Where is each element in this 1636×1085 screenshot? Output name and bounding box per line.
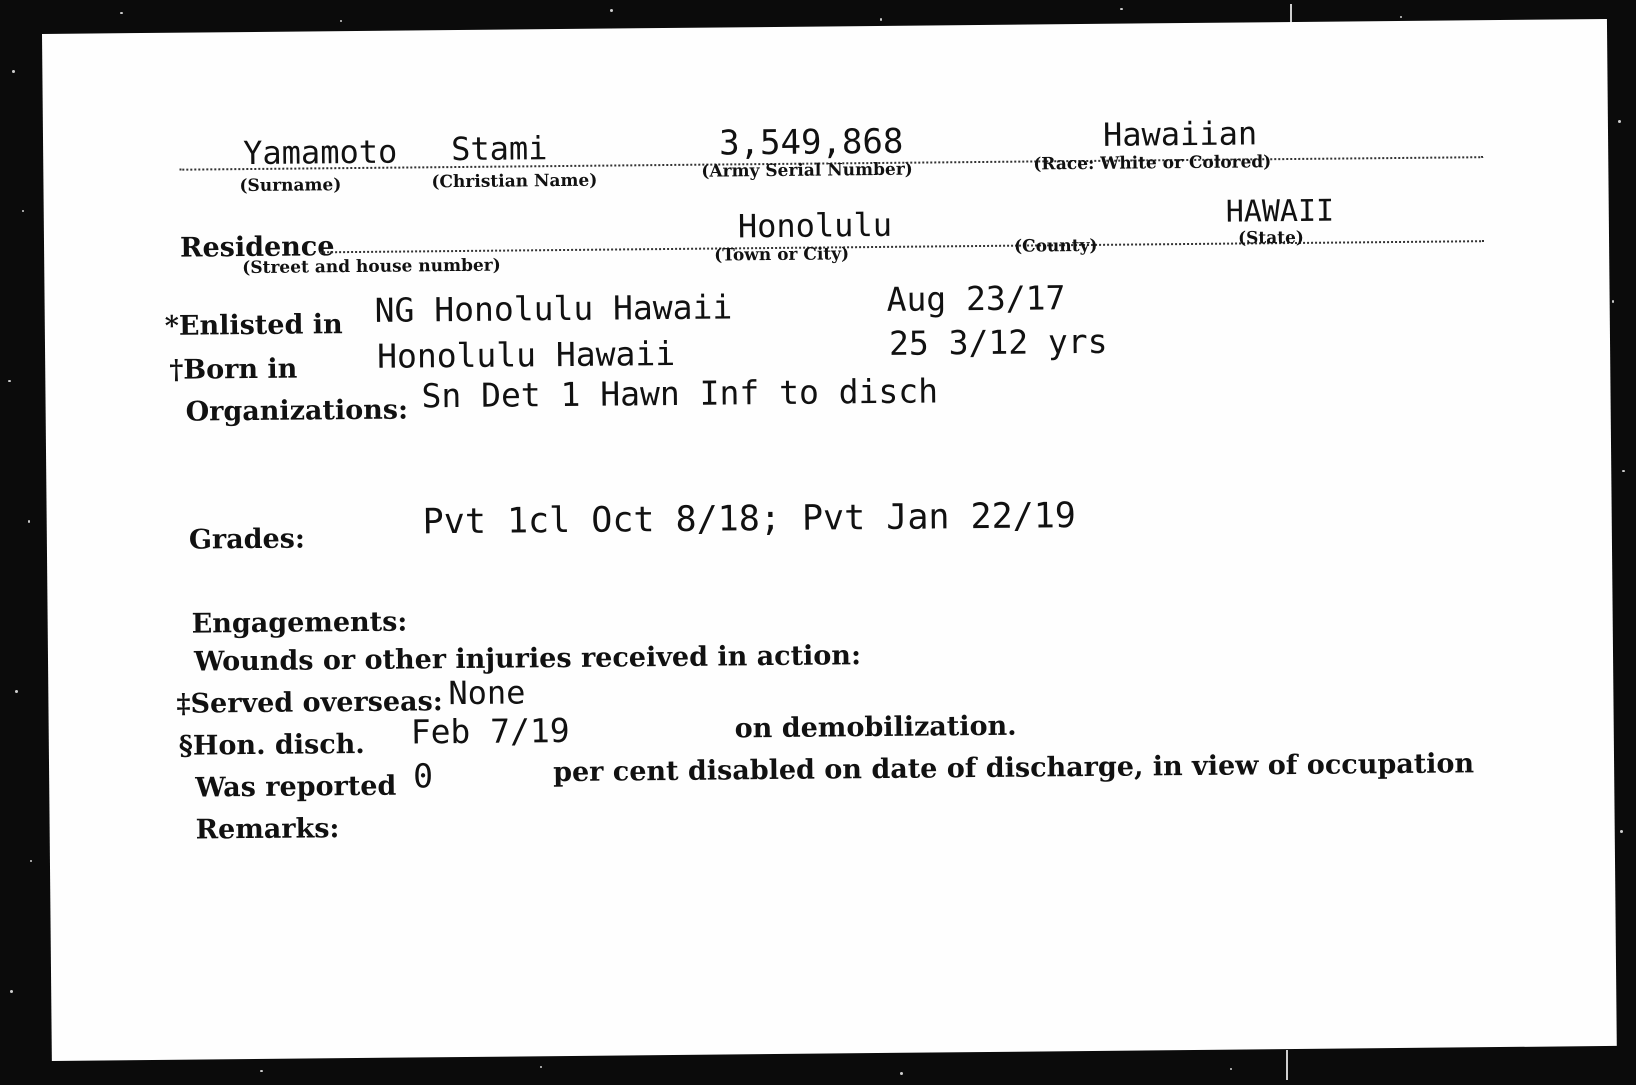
state-caption: (State) — [1237, 227, 1305, 249]
scan-speck — [340, 20, 342, 22]
scan-speck — [540, 1066, 542, 1068]
race-value: Hawaiian — [1102, 114, 1258, 154]
scan-speck — [8, 380, 11, 382]
scan-speck — [28, 520, 30, 523]
race-caption: (Race: White or Colored) — [1033, 152, 1272, 175]
scan-speck — [1400, 16, 1402, 18]
county-caption: (County) — [1013, 235, 1098, 257]
scan-speck — [15, 690, 18, 693]
organizations-label: Organizations: — [185, 394, 409, 428]
scan-speck — [1612, 300, 1614, 303]
army-serial-number-value: 3,549,868 — [718, 121, 904, 164]
discharge-reason: on demobilization. — [734, 710, 1017, 745]
engagements-label: Engagements: — [191, 606, 408, 640]
scan-speck — [1286, 1050, 1288, 1080]
scan-speck — [1622, 470, 1625, 472]
grades-value: Pvt 1cl Oct 8/18; Pvt Jan 22/19 — [422, 496, 1077, 543]
organizations-value: Sn Det 1 Hawn Inf to disch — [421, 371, 939, 416]
enlisted-date-value: Aug 23/17 — [886, 278, 1066, 319]
scan-speck — [30, 860, 32, 862]
scan-speck — [1620, 830, 1623, 833]
street-caption: (Street and house number) — [242, 255, 501, 279]
served-overseas-label: ‡Served overseas: — [176, 686, 443, 720]
honorable-discharge-date: Feb 7/19 — [410, 710, 570, 752]
reported-label: Was reported — [195, 770, 397, 804]
residence-label: Residence — [179, 231, 335, 264]
christian-name-caption: (Christian Name) — [431, 170, 598, 193]
wounds-label: Wounds or other injuries received in action: — [193, 640, 862, 678]
scan-speck — [1120, 8, 1123, 10]
scan-speck — [260, 1070, 263, 1072]
city-value: Honolulu — [737, 205, 893, 246]
disability-text: per cent disabled on date of discharge, in view of occupation — [552, 748, 1475, 789]
remarks-label: Remarks: — [195, 813, 340, 846]
surname-value: Yamamoto — [242, 132, 398, 173]
enlisted-place-value: NG Honolulu Hawaii — [374, 287, 733, 330]
scan-speck — [22, 210, 24, 212]
christian-name-value: Stami — [450, 129, 548, 169]
surname-caption: (Surname) — [239, 175, 342, 197]
city-caption: (Town or City) — [714, 244, 850, 266]
born-age-value: 25 3/12 yrs — [888, 321, 1108, 363]
state-value: HAWAII — [1225, 193, 1335, 230]
disability-percent-value: 0 — [412, 756, 434, 796]
served-overseas-value: None — [448, 673, 526, 713]
scan-speck — [880, 18, 882, 21]
scan-speck — [12, 70, 15, 73]
army-serial-number-caption: (Army Serial Number) — [701, 159, 913, 182]
enlisted-label: *Enlisted in — [164, 309, 343, 342]
scan-speck — [10, 990, 13, 993]
scan-speck — [900, 1072, 903, 1075]
service-record-card — [42, 19, 1617, 1061]
residence-dotted-line — [320, 240, 1484, 253]
scan-speck — [1230, 1068, 1232, 1070]
scan-speck — [610, 9, 613, 12]
honorable-discharge-label: §Hon. disch. — [178, 728, 365, 762]
grades-label: Grades: — [188, 523, 306, 556]
born-place-value: Honolulu Hawaii — [376, 333, 676, 376]
born-label: †Born in — [169, 353, 298, 386]
scan-speck — [1618, 120, 1621, 123]
scan-speck — [120, 12, 123, 14]
